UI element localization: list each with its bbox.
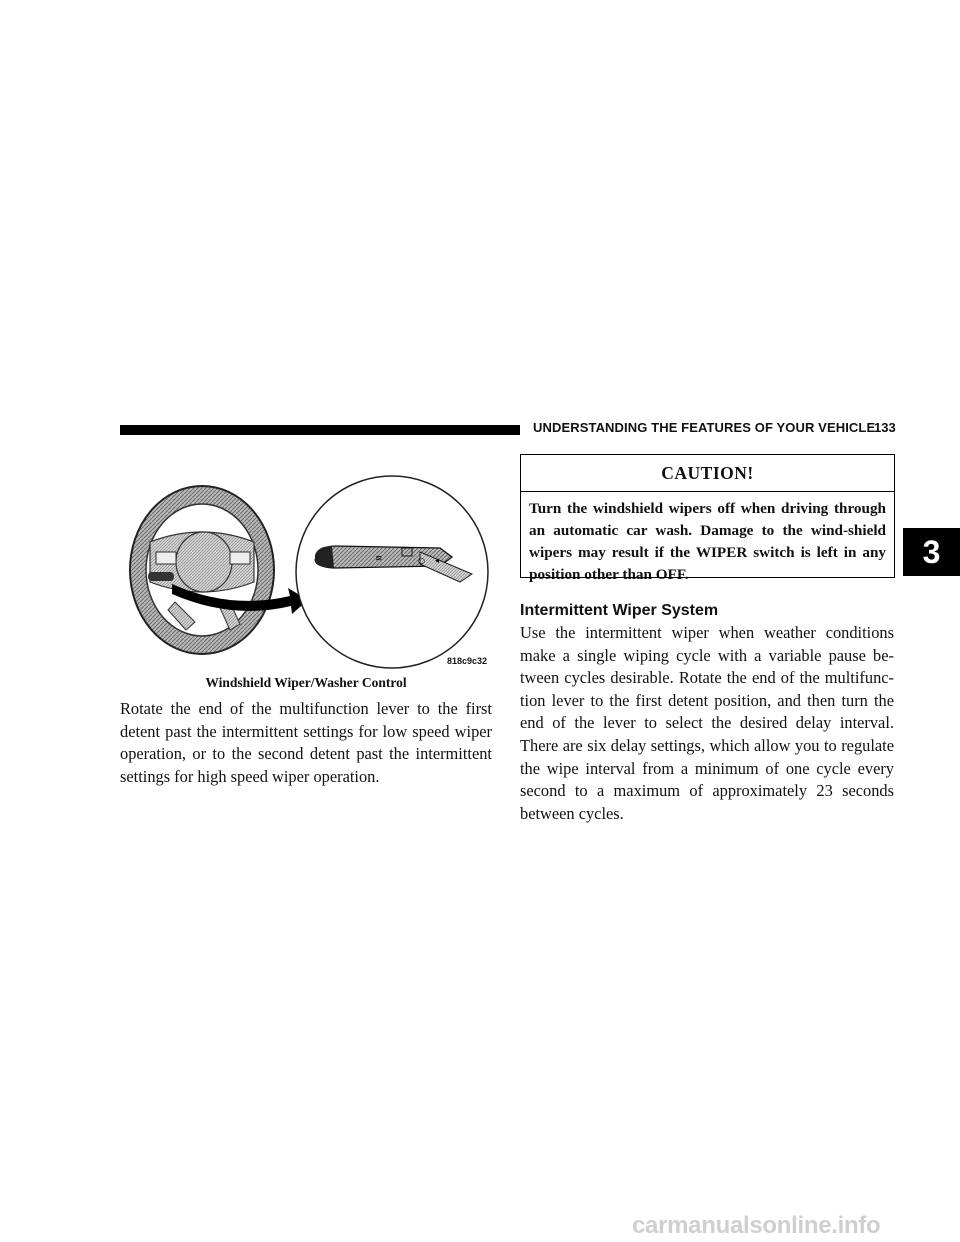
figure-caption: Windshield Wiper/Washer Control — [205, 675, 407, 690]
header-rule — [120, 425, 520, 435]
svg-text:○: ○ — [418, 556, 425, 565]
caution-body: Turn the windshield wipers off when driving through an automatic car wash. Damage to the wind-shield wipers may result if the WIPER switch is left in any position other than OFF. — [529, 500, 886, 583]
watermark-text: carmanualsonline.info — [632, 1212, 881, 1239]
page-number: 133 — [874, 420, 896, 435]
figure-code: 818c9c32 — [447, 656, 488, 666]
caution-divider — [521, 491, 894, 492]
magnified-lever-detail — [296, 476, 488, 668]
intermittent-wiper-paragraph: Use the intermittent wiper when weather conditions make a single wiping cycle with a variable pause be-tween cycles desirable. Rotate the end of the multifunc-tion lever to the first detent position, and then turn the end of the lever to select the desired delay interval. There are six delay settings, which allow you to regulate the wipe interval from a minimum of one cycle every second to a maximum of approximately 23 seconds between cycles. — [520, 623, 894, 823]
steering-wheel — [130, 486, 274, 654]
chapter-tab: 3 — [903, 528, 960, 576]
svg-text:◂: ◂ — [435, 556, 440, 565]
wiper-control-illustration — [120, 462, 492, 672]
svg-text:≋: ≋ — [375, 554, 383, 564]
running-header-title: UNDERSTANDING THE FEATURES OF YOUR VEHICLE — [533, 420, 876, 435]
wiper-speed-paragraph: Rotate the end of the multifunction lever to the first detent past the intermittent settings for low speed wiper operation, or to the second detent past the intermittent settings for high speed wiper operation. — [120, 699, 492, 786]
caution-box — [520, 454, 895, 583]
section-heading: Intermittent Wiper System — [520, 602, 719, 619]
caution-title: CAUTION! — [661, 463, 754, 483]
